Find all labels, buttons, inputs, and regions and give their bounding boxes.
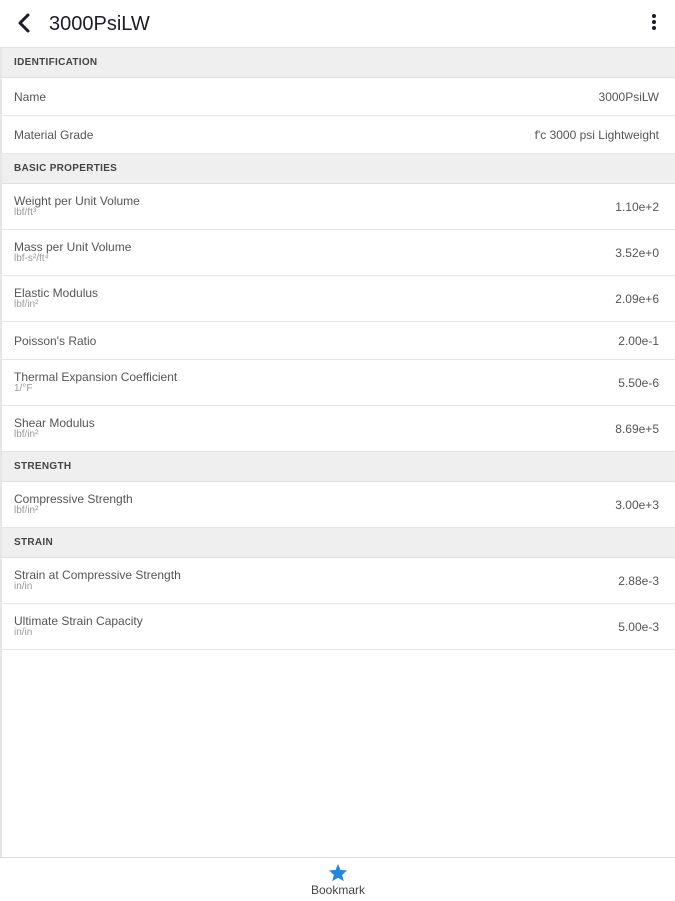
property-value: 5.50e-6 bbox=[618, 376, 659, 390]
property-unit: lbf/in² bbox=[14, 505, 39, 516]
back-icon[interactable] bbox=[14, 11, 36, 35]
property-label: Strain at Compressive Strength bbox=[14, 568, 181, 582]
property-unit: lbf/ft³ bbox=[14, 207, 37, 218]
property-row-mass[interactable] bbox=[2, 230, 675, 276]
page-title: 3000PsiLW bbox=[49, 13, 150, 35]
properties-list bbox=[0, 48, 675, 857]
property-value: 8.69e+5 bbox=[615, 422, 659, 436]
section-header-strength: STRENGTH bbox=[2, 452, 675, 482]
property-unit: in/in bbox=[14, 581, 33, 592]
property-label: Weight per Unit Volume bbox=[14, 194, 140, 208]
property-row-strain-at-compressive[interactable] bbox=[2, 558, 675, 604]
property-value: 3.00e+3 bbox=[615, 498, 659, 512]
bookmark-label: Bookmark bbox=[310, 883, 366, 897]
property-row-elastic-modulus[interactable] bbox=[2, 276, 675, 322]
property-unit: lbf-s²/ft⁴ bbox=[14, 253, 49, 264]
property-value: 3.52e+0 bbox=[615, 246, 659, 260]
property-label: Material Grade bbox=[14, 128, 94, 142]
property-label: Ultimate Strain Capacity bbox=[14, 614, 143, 628]
property-label: Name bbox=[14, 90, 47, 104]
property-label: Mass per Unit Volume bbox=[14, 240, 132, 254]
property-unit: 1/°F bbox=[14, 383, 33, 394]
section-header-identification: IDENTIFICATION bbox=[2, 48, 675, 78]
section-header-strain: STRAIN bbox=[2, 528, 675, 558]
property-unit: lbf/in² bbox=[14, 299, 39, 310]
bookmark-button[interactable] bbox=[303, 863, 373, 897]
property-row-thermal-expansion[interactable] bbox=[2, 360, 675, 406]
property-row-shear-modulus[interactable] bbox=[2, 406, 675, 452]
property-label: Compressive Strength bbox=[14, 492, 133, 506]
app-bar bbox=[0, 0, 675, 48]
property-row-compressive-strength[interactable] bbox=[2, 482, 675, 528]
property-value: 3000PsiLW bbox=[598, 90, 659, 104]
property-row-poisson-ratio[interactable] bbox=[2, 322, 675, 360]
bottom-nav-bar bbox=[0, 857, 675, 901]
property-value: f'c 3000 psi Lightweight bbox=[534, 128, 659, 142]
more-vert-icon[interactable] bbox=[644, 12, 664, 36]
property-value: 2.88e-3 bbox=[618, 574, 659, 588]
property-row-weight[interactable] bbox=[2, 184, 675, 230]
property-label: Shear Modulus bbox=[14, 416, 95, 430]
section-header-basic-properties: BASIC PROPERTIES bbox=[2, 154, 675, 184]
property-row-material-grade[interactable] bbox=[2, 116, 675, 154]
star-icon bbox=[328, 863, 348, 882]
property-value: 2.09e+6 bbox=[615, 292, 659, 306]
property-value: 1.10e+2 bbox=[615, 200, 659, 214]
property-unit: in/in bbox=[14, 627, 33, 638]
property-label: Poisson's Ratio bbox=[14, 334, 97, 348]
property-label: Thermal Expansion Coefficient bbox=[14, 370, 178, 384]
property-value: 5.00e-3 bbox=[618, 620, 659, 634]
property-row-name[interactable] bbox=[2, 78, 675, 116]
property-unit: lbf/in² bbox=[14, 429, 39, 440]
property-value: 2.00e-1 bbox=[618, 334, 659, 348]
property-label: Elastic Modulus bbox=[14, 286, 99, 300]
property-row-ultimate-strain[interactable] bbox=[2, 604, 675, 650]
